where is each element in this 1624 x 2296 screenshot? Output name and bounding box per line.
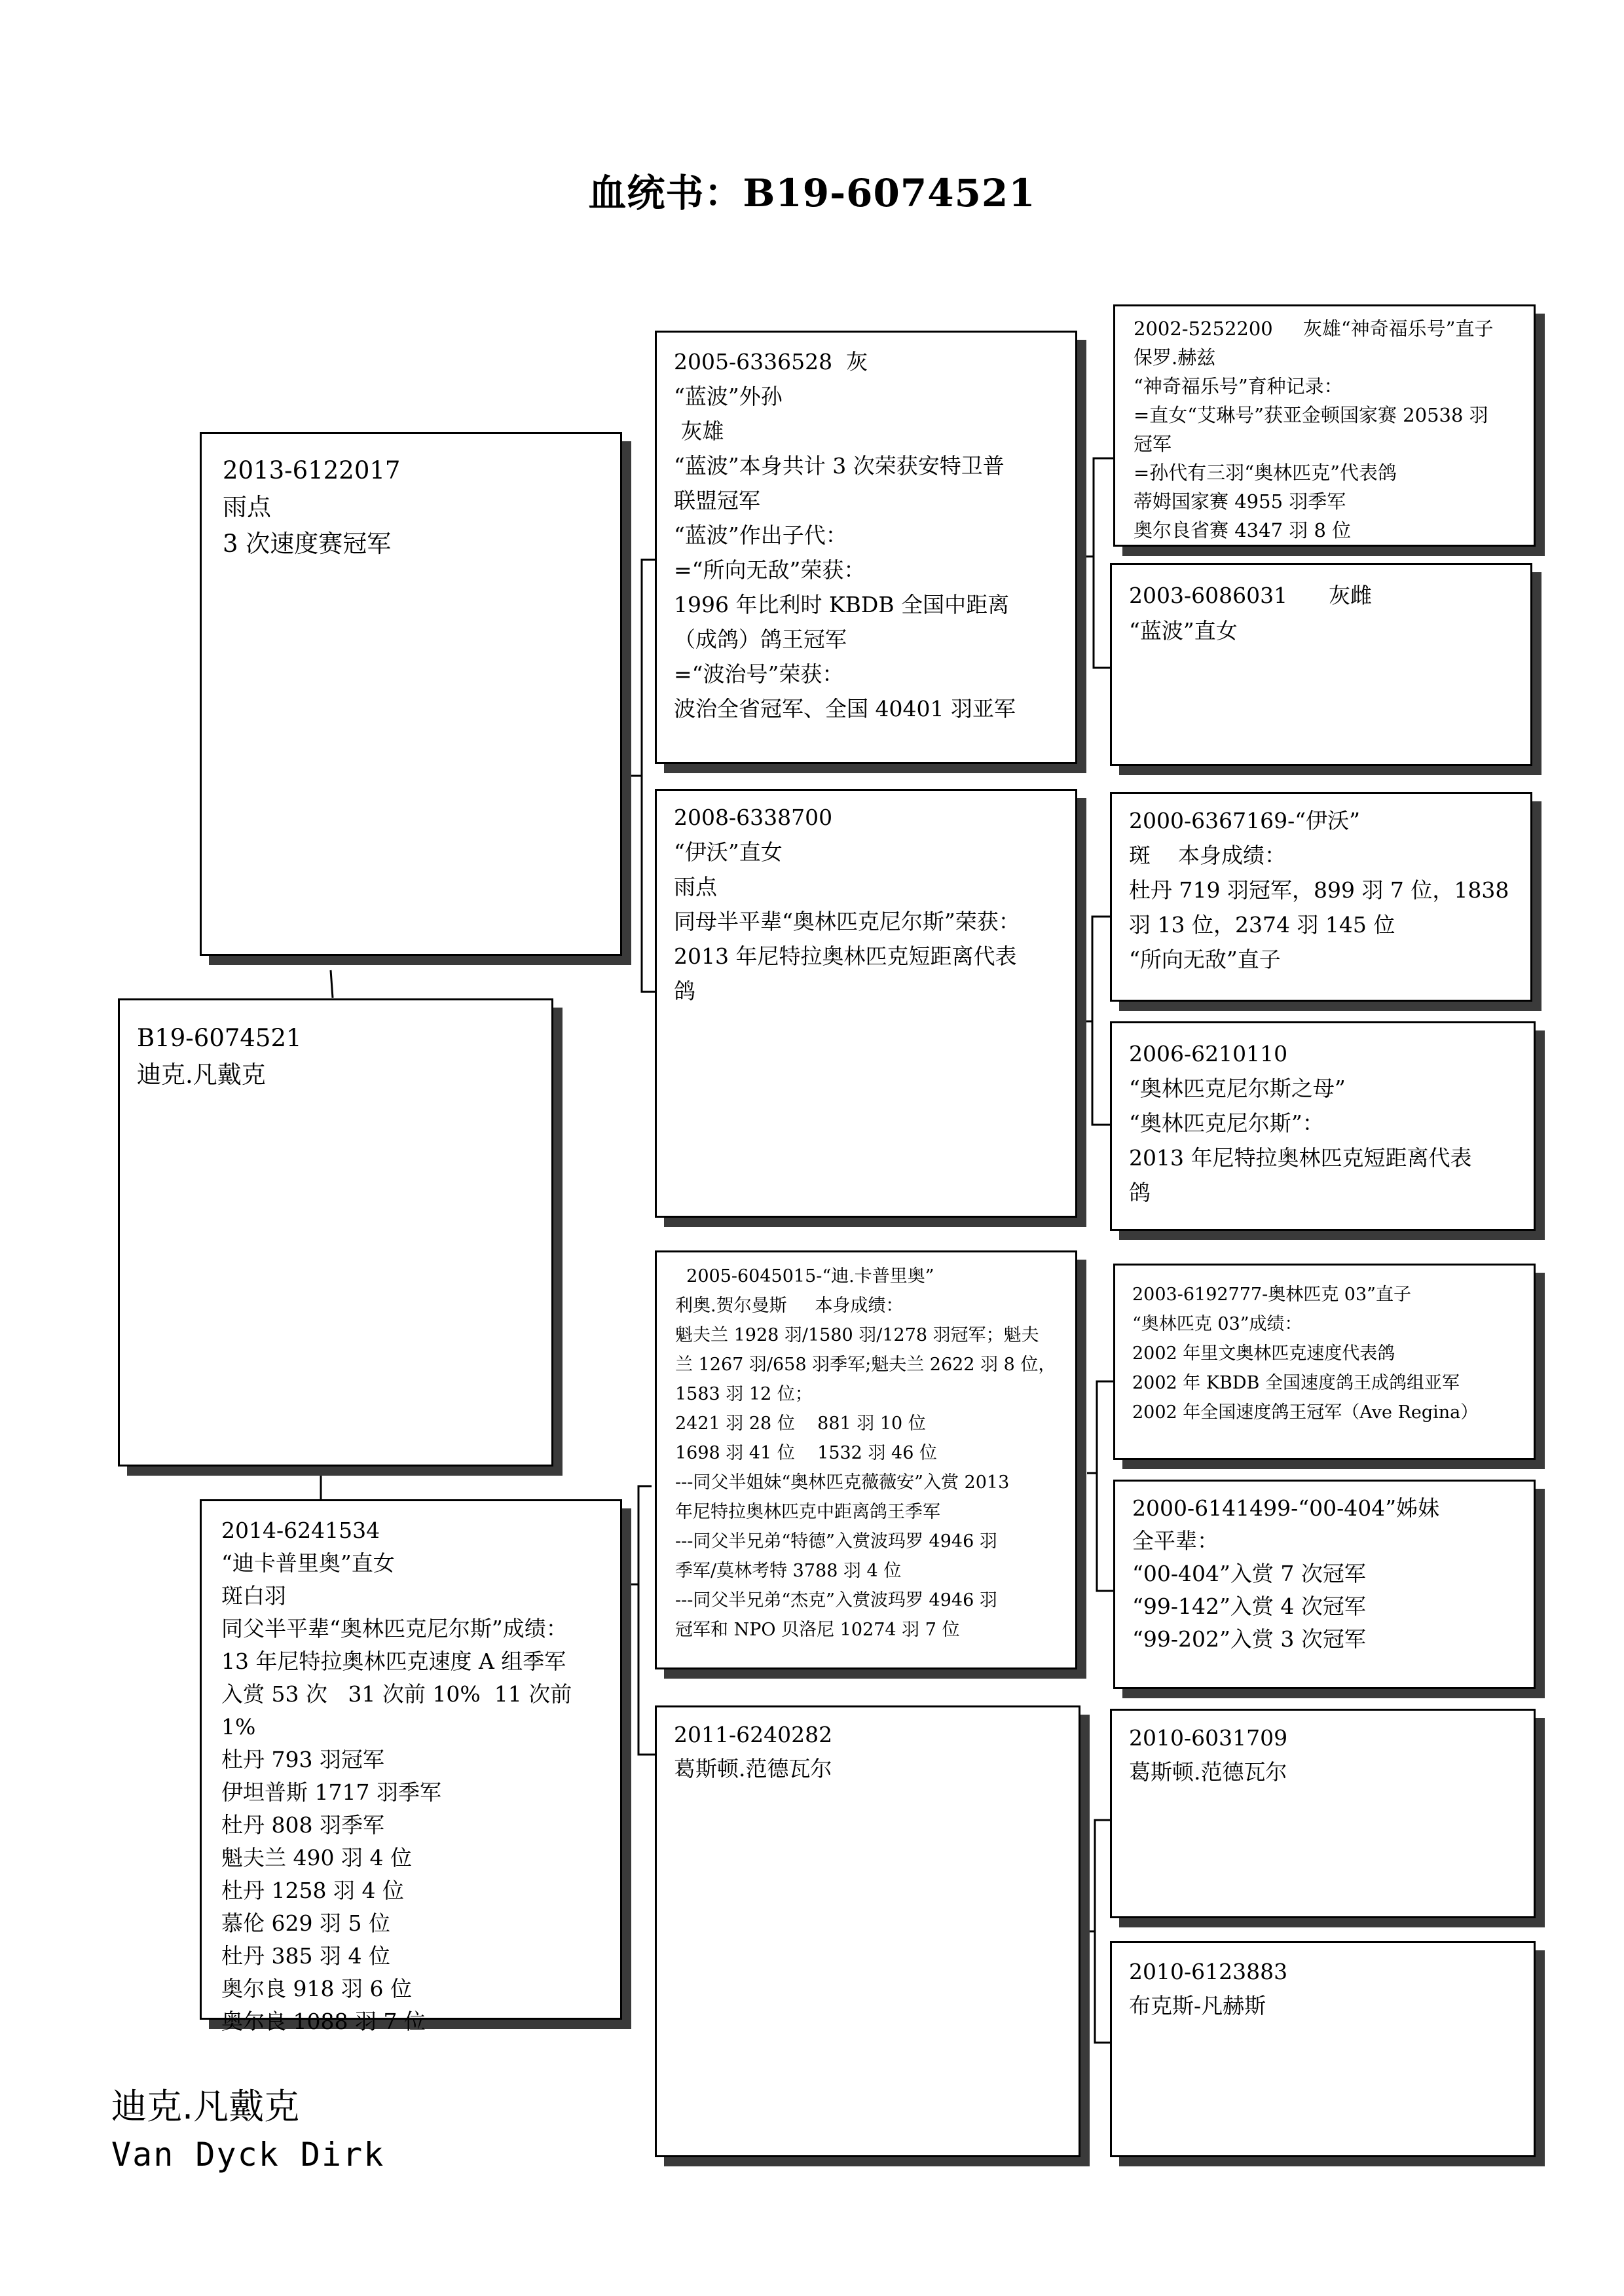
sire-dam-line: “伊沃”直女 <box>674 839 783 865</box>
dam-line: 杜丹 1258 羽 4 位 <box>221 1878 404 1903</box>
sire-name: 雨点 <box>223 493 271 521</box>
subject-ring: B19-6074521 <box>137 1024 302 1052</box>
sd-sire-line: 斑 本身成绩： <box>1129 843 1286 868</box>
dam-sire-card <box>655 1250 1077 1669</box>
dam-sire-line: 利奥.贺尔曼斯 本身成绩： <box>675 1296 904 1316</box>
ds-dam-card <box>1113 1480 1536 1689</box>
sire-dam-card <box>655 789 1077 1218</box>
sire-sire-card <box>655 331 1077 764</box>
dam-dam-name: 葛斯顿.范德瓦尔 <box>674 1756 832 1781</box>
ss-sire-line: =孙代有三羽“奥林匹克”代表鸽 <box>1134 462 1397 484</box>
sd-sire-line: 羽 13 位，2374 羽 145 位 <box>1129 912 1395 938</box>
dam-card <box>200 1499 622 2034</box>
dam-line: 杜丹 808 羽季军 <box>221 1812 384 1838</box>
ss-dam-card <box>1110 563 1532 766</box>
ds-sire-line: 2002 年全国速度鸽王冠军（Ave Regina） <box>1132 1402 1479 1423</box>
dam-sire-line: 冠军和 NPO 贝洛尼 10274 羽 7 位 <box>675 1620 960 1640</box>
dam-line: 13 年尼特拉奥林匹克速度 A 组季军 <box>221 1649 566 1674</box>
dd-sire-ring: 2010-6031709 <box>1129 1725 1288 1751</box>
dd-sire-name: 葛斯顿.范德瓦尔 <box>1129 1759 1287 1785</box>
sire-dam-line: 同母半平辈“奥林匹克尼尔斯”荣获： <box>674 909 1020 934</box>
dam-line: 奥尔良 918 羽 6 位 <box>221 1976 412 2001</box>
sd-dam-card <box>1110 1021 1536 1231</box>
owner-name-en: Van Dyck Dirk <box>111 2136 385 2174</box>
sire-sire-line: 联盟冠军 <box>674 488 760 513</box>
dam-line: 入赏 53 次 31 次前 10% 11 次前 1% <box>221 1681 579 1740</box>
ds-sire-line: 2002 年里文奥林匹克速度代表鸽 <box>1132 1343 1395 1364</box>
ss-sire-line: =直女“艾琳号”获亚金顿国家赛 20538 羽 <box>1134 404 1488 426</box>
ds-sire-line: “奥林匹克 03”成绩： <box>1132 1314 1302 1334</box>
dam-ring: 2014-6241534 <box>221 1518 380 1543</box>
dam-sire-line: ---同父半姐妹“奥林匹克薇薇安”入赏 2013 <box>675 1472 1010 1493</box>
dam-line: 杜丹 385 羽 4 位 <box>221 1943 390 1969</box>
dam-line: 魁夫兰 490 羽 4 位 <box>221 1845 412 1870</box>
sire-sire-line: =“波治号”荣获： <box>674 661 844 687</box>
sire-sire-line: “蓝波”作出子代： <box>674 522 847 548</box>
ss-sire-line: 保罗.赫兹 <box>1134 346 1216 369</box>
ds-sire-ring: 2003-6192777-奥林匹克 03”直子 <box>1132 1285 1411 1305</box>
dd-dam-ring: 2010-6123883 <box>1129 1959 1288 1984</box>
dam-sire-line: 1583 羽 12 位； <box>675 1384 813 1404</box>
dam-sire-line: 1698 羽 41 位 1532 羽 46 位 <box>675 1443 937 1463</box>
ss-sire-ring: 2002-5252200 灰雄“神奇福乐号”直子 <box>1134 318 1494 340</box>
dam-sire-line: 兰 1267 羽/658 羽季军;魁夫兰 2622 羽 8 位， <box>675 1355 1056 1375</box>
dam-line: 伊坦普斯 1717 羽季军 <box>221 1779 441 1805</box>
page-title: 血统书：B19-6074521 <box>588 171 1036 215</box>
ds-dam-line: “99-202”入赏 3 次冠军 <box>1132 1626 1366 1652</box>
sire-sire-line: “蓝波”外孙 <box>674 384 783 409</box>
sire-sire-line: 灰雄 <box>674 418 724 444</box>
sire-dam-line: 鸽 <box>674 978 695 1004</box>
sire-sire-line: 1996 年比利时 KBDB 全国中距离 <box>674 592 1010 617</box>
dam-sire-line: 2421 羽 28 位 881 羽 10 位 <box>675 1413 926 1434</box>
sire-sire-line: 波治全省冠军、全国 40401 羽亚军 <box>674 696 1016 721</box>
dam-sire-line: ---同父半兄弟“杰克”入赏波玛罗 4946 羽 <box>675 1590 997 1611</box>
sd-sire-card <box>1110 792 1532 1002</box>
dam-sire-line: 魁夫兰 1928 羽/1580 羽/1278 羽冠军；魁夫 <box>675 1325 1039 1345</box>
dam-line: 慕伦 629 羽 5 位 <box>221 1910 390 1936</box>
sire-sire-line: （成鸽）鸽王冠军 <box>674 627 847 652</box>
sd-sire-line: “所向无敌”直子 <box>1129 947 1281 972</box>
ds-sire-card <box>1113 1264 1536 1460</box>
ds-dam-ring: 2000-6141499-“00-404”姊妹 <box>1132 1495 1440 1521</box>
ss-sire-line: “神奇福乐号”育种记录： <box>1134 375 1343 397</box>
sire-sire-line: =“所向无敌”荣获： <box>674 557 866 583</box>
ss-sire-card <box>1113 304 1536 547</box>
ss-sire-line: 蒂姆国家赛 4955 羽季军 <box>1134 490 1346 513</box>
sd-dam-line: 鸽 <box>1129 1180 1151 1205</box>
owner-name-cn: 迪克.凡戴克 <box>111 2086 300 2127</box>
ds-dam-line: 全平辈： <box>1132 1528 1219 1554</box>
ss-dam-ring: 2003-6086031 灰雌 <box>1129 583 1373 608</box>
ds-dam-line: “00-404”入赏 7 次冠军 <box>1132 1561 1366 1586</box>
ss-sire-line: 冠军 <box>1134 433 1172 455</box>
ds-dam-line: “99-142”入赏 4 次冠军 <box>1132 1594 1366 1619</box>
subject-name: 迪克.凡戴克 <box>137 1061 266 1089</box>
dd-dam-card <box>1110 1941 1536 2157</box>
sire-sire-ring: 2005-6336528 灰 <box>674 349 868 374</box>
dam-sire-line: ---同父半兄弟“特德”入赏波玛罗 4946 羽 <box>675 1531 997 1552</box>
dam-line: 斑白羽 <box>221 1583 286 1609</box>
sire-dam-ring: 2008-6338700 <box>674 805 833 830</box>
sire-card <box>200 432 622 956</box>
sire-dam-line: 2013 年尼特拉奥林匹克短距离代表 <box>674 943 1017 969</box>
sire-ring: 2013-6122017 <box>223 456 401 484</box>
ds-sire-line: 2002 年 KBDB 全国速度鸽王成鸽组亚军 <box>1132 1373 1460 1393</box>
dam-line: 杜丹 793 羽冠军 <box>221 1747 384 1772</box>
dd-sire-card <box>1110 1709 1536 1918</box>
sd-sire-ring: 2000-6367169-“伊沃” <box>1129 808 1360 833</box>
dam-sire-ring: 2005-6045015-“迪.卡普里奥” <box>675 1266 934 1286</box>
sd-dam-ring: 2006-6210110 <box>1129 1041 1288 1066</box>
dam-sire-line: 年尼特拉奥林匹克中距离鸽王季军 <box>675 1502 940 1522</box>
dam-line: “迪卡普里奥”直女 <box>221 1550 395 1576</box>
sd-sire-line: 杜丹 719 羽冠军，899 羽 7 位，1838 <box>1129 877 1509 903</box>
dd-dam-name: 布克斯-凡赫斯 <box>1129 1993 1266 2018</box>
sire-sire-line: “蓝波”本身共计 3 次荣获安特卫普 <box>674 453 1005 479</box>
sire-note: 3 次速度赛冠军 <box>223 530 392 558</box>
sire-dam-line: 雨点 <box>674 874 717 900</box>
dam-line: 奥尔良 1088 羽 7 位 <box>221 2009 426 2034</box>
dam-sire-line: 季军/莫林考特 3788 羽 4 位 <box>675 1561 902 1581</box>
dam-line: 同父半平辈“奥林匹克尼尔斯”成绩： <box>221 1616 568 1641</box>
sd-dam-line: 2013 年尼特拉奥林匹克短距离代表 <box>1129 1145 1472 1171</box>
ss-sire-line: 奥尔良省赛 4347 羽 8 位 <box>1134 519 1352 541</box>
ss-dam-line: “蓝波”直女 <box>1129 618 1238 644</box>
sd-dam-line: “奥林匹克尼尔斯”： <box>1129 1110 1324 1136</box>
sd-dam-line: “奥林匹克尼尔斯之母” <box>1129 1076 1346 1101</box>
subject-card <box>118 998 553 1467</box>
dam-dam-ring: 2011-6240282 <box>674 1722 833 1747</box>
dam-dam-card <box>655 1705 1080 2157</box>
